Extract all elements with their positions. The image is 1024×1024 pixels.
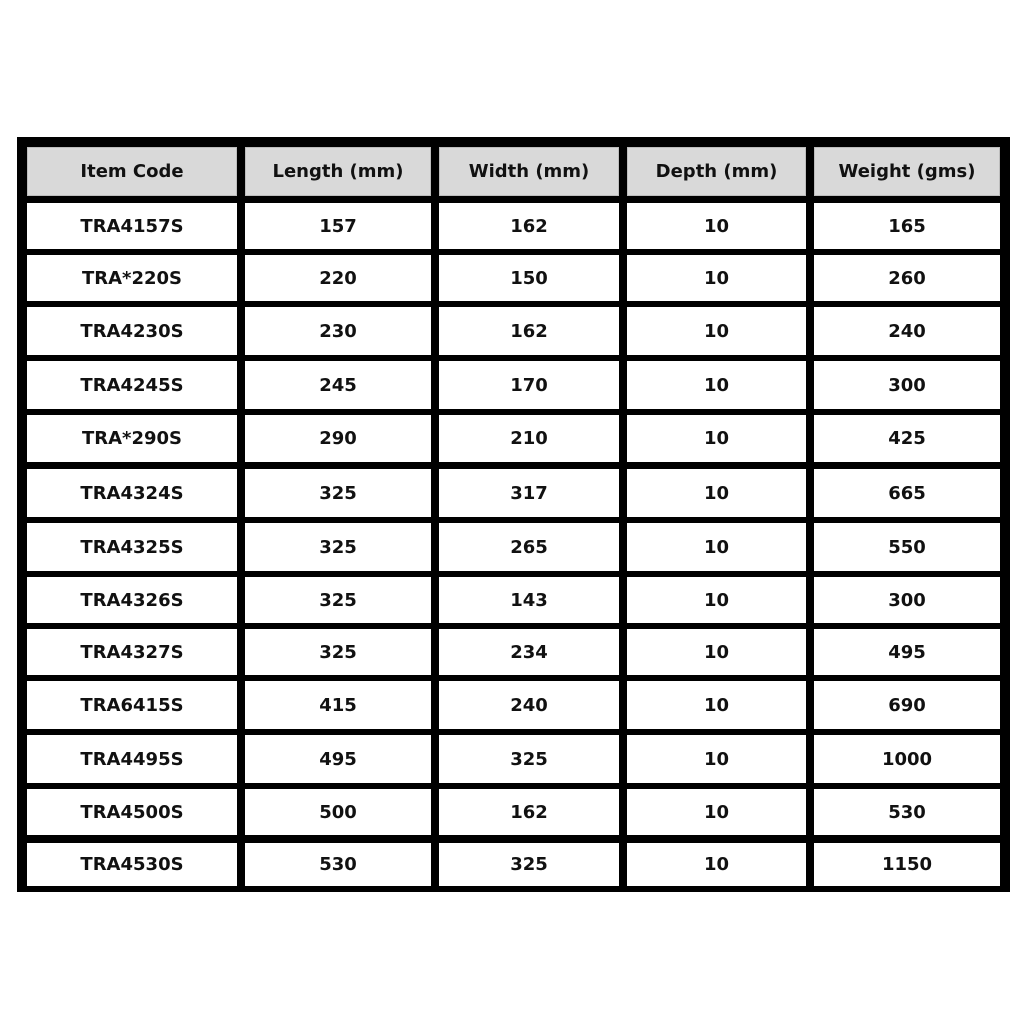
cell-item-code: TRA4325S [27,523,237,571]
cell-item-code: TRA4495S [27,735,237,783]
cell-weight: 300 [814,577,1000,623]
cell-weight: 690 [814,681,1000,729]
cell-weight: 550 [814,523,1000,571]
cell-width: 325 [439,843,619,886]
cell-weight: 240 [814,307,1000,355]
table-header-row [17,147,1010,196]
cell-length: 157 [245,203,431,249]
header-cell-weight: Weight (gms) [814,147,1000,196]
cell-depth: 10 [627,681,806,729]
cell-width: 162 [439,789,619,835]
cell-item-code: TRA4530S [27,843,237,886]
cell-weight: 300 [814,361,1000,409]
cell-length: 500 [245,789,431,835]
table-row [17,255,1010,301]
cell-depth: 10 [627,307,806,355]
table-row [17,681,1010,729]
cell-item-code: TRA4500S [27,789,237,835]
cell-width: 162 [439,203,619,249]
cell-depth: 10 [627,255,806,301]
cell-width: 170 [439,361,619,409]
cell-depth: 10 [627,577,806,623]
cell-weight: 1000 [814,735,1000,783]
cell-weight: 165 [814,203,1000,249]
cell-width: 234 [439,629,619,675]
table-row [17,415,1010,462]
header-cell-item-code: Item Code [27,147,237,196]
cell-depth: 10 [627,843,806,886]
cell-depth: 10 [627,415,806,462]
cell-length: 220 [245,255,431,301]
cell-item-code: TRA4327S [27,629,237,675]
cell-item-code: TRA4157S [27,203,237,249]
header-cell-length: Length (mm) [245,147,431,196]
table-row [17,735,1010,783]
cell-length: 325 [245,629,431,675]
cell-length: 325 [245,469,431,517]
cell-item-code: TRA*290S [27,415,237,462]
cell-item-code: TRA4324S [27,469,237,517]
cell-width: 150 [439,255,619,301]
cell-width: 265 [439,523,619,571]
cell-depth: 10 [627,469,806,517]
cell-weight: 495 [814,629,1000,675]
cell-weight: 425 [814,415,1000,462]
header-cell-width: Width (mm) [439,147,619,196]
cell-item-code: TRA4326S [27,577,237,623]
cell-length: 495 [245,735,431,783]
table-row [17,789,1010,835]
product-dimensions-table [17,137,1010,892]
table-row [17,307,1010,355]
cell-depth: 10 [627,789,806,835]
cell-depth: 10 [627,735,806,783]
table-row [17,629,1010,675]
cell-length: 290 [245,415,431,462]
table-row [17,843,1010,886]
table-row [17,469,1010,517]
table-row [17,523,1010,571]
header-cell-depth: Depth (mm) [627,147,806,196]
cell-depth: 10 [627,361,806,409]
table-row [17,577,1010,623]
table-row [17,203,1010,249]
cell-length: 530 [245,843,431,886]
cell-weight: 665 [814,469,1000,517]
cell-item-code: TRA4230S [27,307,237,355]
cell-width: 317 [439,469,619,517]
cell-length: 230 [245,307,431,355]
cell-depth: 10 [627,629,806,675]
cell-width: 325 [439,735,619,783]
cell-weight: 530 [814,789,1000,835]
cell-length: 325 [245,523,431,571]
cell-width: 143 [439,577,619,623]
cell-item-code: TRA*220S [27,255,237,301]
cell-item-code: TRA4245S [27,361,237,409]
cell-weight: 1150 [814,843,1000,886]
cell-item-code: TRA6415S [27,681,237,729]
cell-width: 162 [439,307,619,355]
cell-width: 210 [439,415,619,462]
cell-length: 415 [245,681,431,729]
cell-depth: 10 [627,523,806,571]
cell-length: 245 [245,361,431,409]
table-row [17,361,1010,409]
cell-width: 240 [439,681,619,729]
cell-weight: 260 [814,255,1000,301]
cell-length: 325 [245,577,431,623]
cell-depth: 10 [627,203,806,249]
